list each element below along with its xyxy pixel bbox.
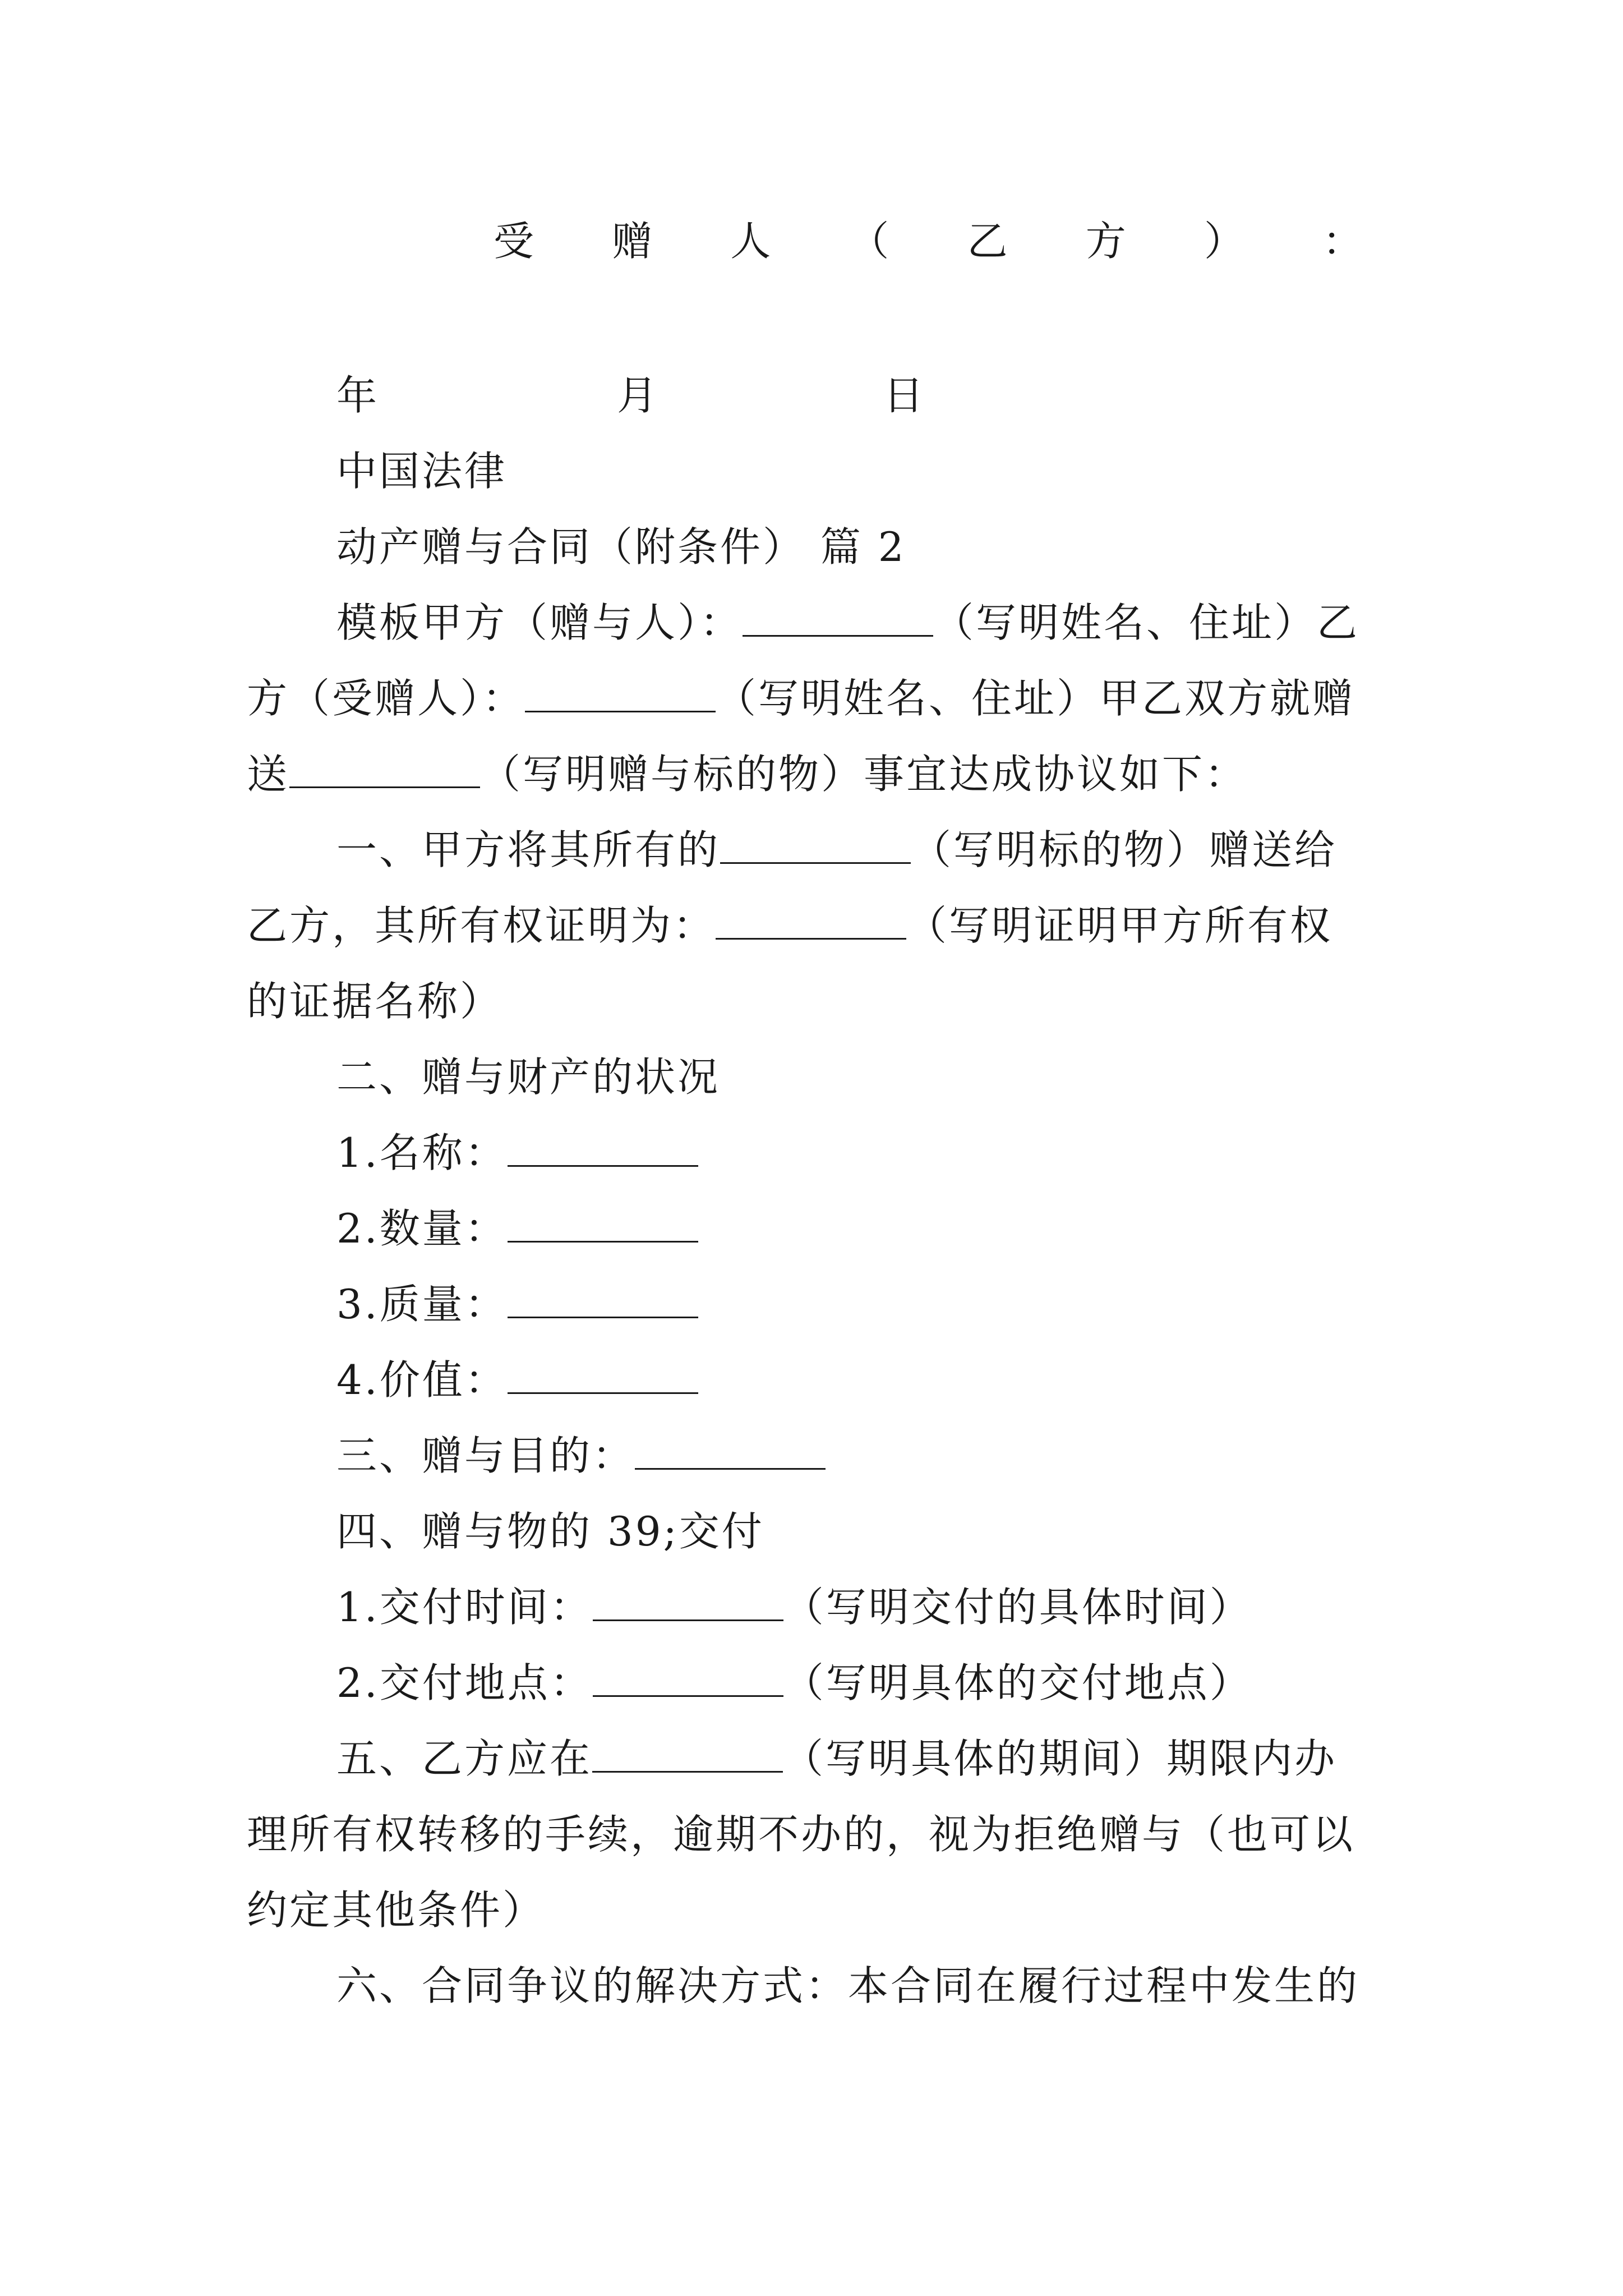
header-char: 赠 (612, 218, 653, 265)
header-char: 人 (730, 218, 771, 265)
clause-text: 三、赠与目的： (336, 1432, 635, 1479)
clause-text: 一、甲方将其所有的 (336, 826, 721, 873)
header-char: ） (1204, 218, 1244, 265)
clause1-line-1 (336, 825, 1337, 875)
intro-text: （写明赠与标的物）事宜达成协议如下： (480, 751, 1248, 798)
item-label: 2.交付地点： (336, 1659, 593, 1706)
item-label: 2.数量： (336, 1205, 508, 1252)
intro-line-2 (247, 673, 1355, 724)
item-blank (508, 1204, 698, 1243)
clause3 (336, 1430, 826, 1481)
clause5-line-3: 约定其他条件） (247, 1887, 546, 1934)
property-item (336, 1203, 698, 1254)
delivery-time-blank (593, 1582, 783, 1621)
clause-text: （写明具体的期间）期限内办 (783, 1735, 1338, 1782)
document-title: 动产赠与合同（附条件） 篇 2 (336, 523, 906, 570)
clause-text: 乙方，其所有权证明为： (247, 902, 716, 949)
item-label: 1.交付时间： (336, 1584, 593, 1631)
intro-text: （写明姓名、住址）乙 (933, 599, 1360, 646)
purpose-blank (635, 1431, 826, 1470)
property-item (336, 1355, 698, 1405)
date-day: 日 (883, 372, 924, 419)
header-char: ： (1322, 218, 1363, 265)
clause5-line-1 (336, 1733, 1337, 1784)
item-blank (508, 1280, 698, 1318)
clause-text: （写明标的物）赠送给 (911, 826, 1338, 873)
item-blank (508, 1355, 698, 1394)
header-char: 受 (494, 218, 534, 265)
intro-line-1 (336, 597, 1359, 648)
clause-text: （写明证明甲方所有权 (906, 902, 1333, 949)
subject-blank (720, 825, 911, 864)
clause2-heading: 二、赠与财产的状况 (336, 1053, 721, 1101)
intro-text: 方（受赠人）： (247, 675, 525, 722)
period-blank (592, 1734, 783, 1773)
item-label: 4.价值： (336, 1356, 508, 1404)
donee-header (494, 216, 1363, 266)
item-note: （写明具体的交付地点） (783, 1659, 1252, 1706)
item-label: 3.质量： (336, 1281, 508, 1328)
item-blank (508, 1128, 698, 1167)
delivery-time (336, 1582, 1252, 1632)
property-item (336, 1279, 698, 1329)
clause6-line-1: 六、合同争议的解决方式：本合同在履行过程中发生的 (336, 1962, 1360, 2009)
intro-text: 模板甲方（赠与人）： (336, 599, 743, 646)
intro-text: （写明姓名、住址）甲乙双方就赠 (716, 675, 1355, 722)
property-item (336, 1128, 698, 1178)
delivery-place (336, 1658, 1252, 1708)
clause-text: 五、乙方应在 (336, 1735, 593, 1782)
header-char: 乙 (967, 218, 1008, 265)
clause1-line-3: 的证据名称） (247, 978, 503, 1025)
item-note: （写明交付的具体时间） (783, 1584, 1252, 1631)
intro-text: 送 (247, 751, 290, 798)
item-label: 1.名称： (336, 1129, 508, 1176)
donee-blank (525, 674, 716, 712)
donor-blank (743, 598, 933, 637)
delivery-place-blank (593, 1658, 783, 1697)
date-month: 月 (617, 372, 658, 419)
ownership-proof-blank (716, 901, 906, 940)
gift-subject-blank (289, 749, 480, 788)
clause5-line-2: 理所有权转移的手续，逾期不办的，视为拒绝赠与（也可以 (247, 1811, 1355, 1858)
clause4-heading: 四、赠与物的 39;交付 (336, 1508, 764, 1555)
clause1-line-2 (247, 900, 1332, 951)
intro-line-3 (247, 749, 1247, 799)
header-char: （ (849, 218, 889, 265)
header-char: 方 (1085, 218, 1126, 265)
date-year: 年 (336, 372, 377, 419)
source-label: 中国法律 (336, 448, 508, 495)
